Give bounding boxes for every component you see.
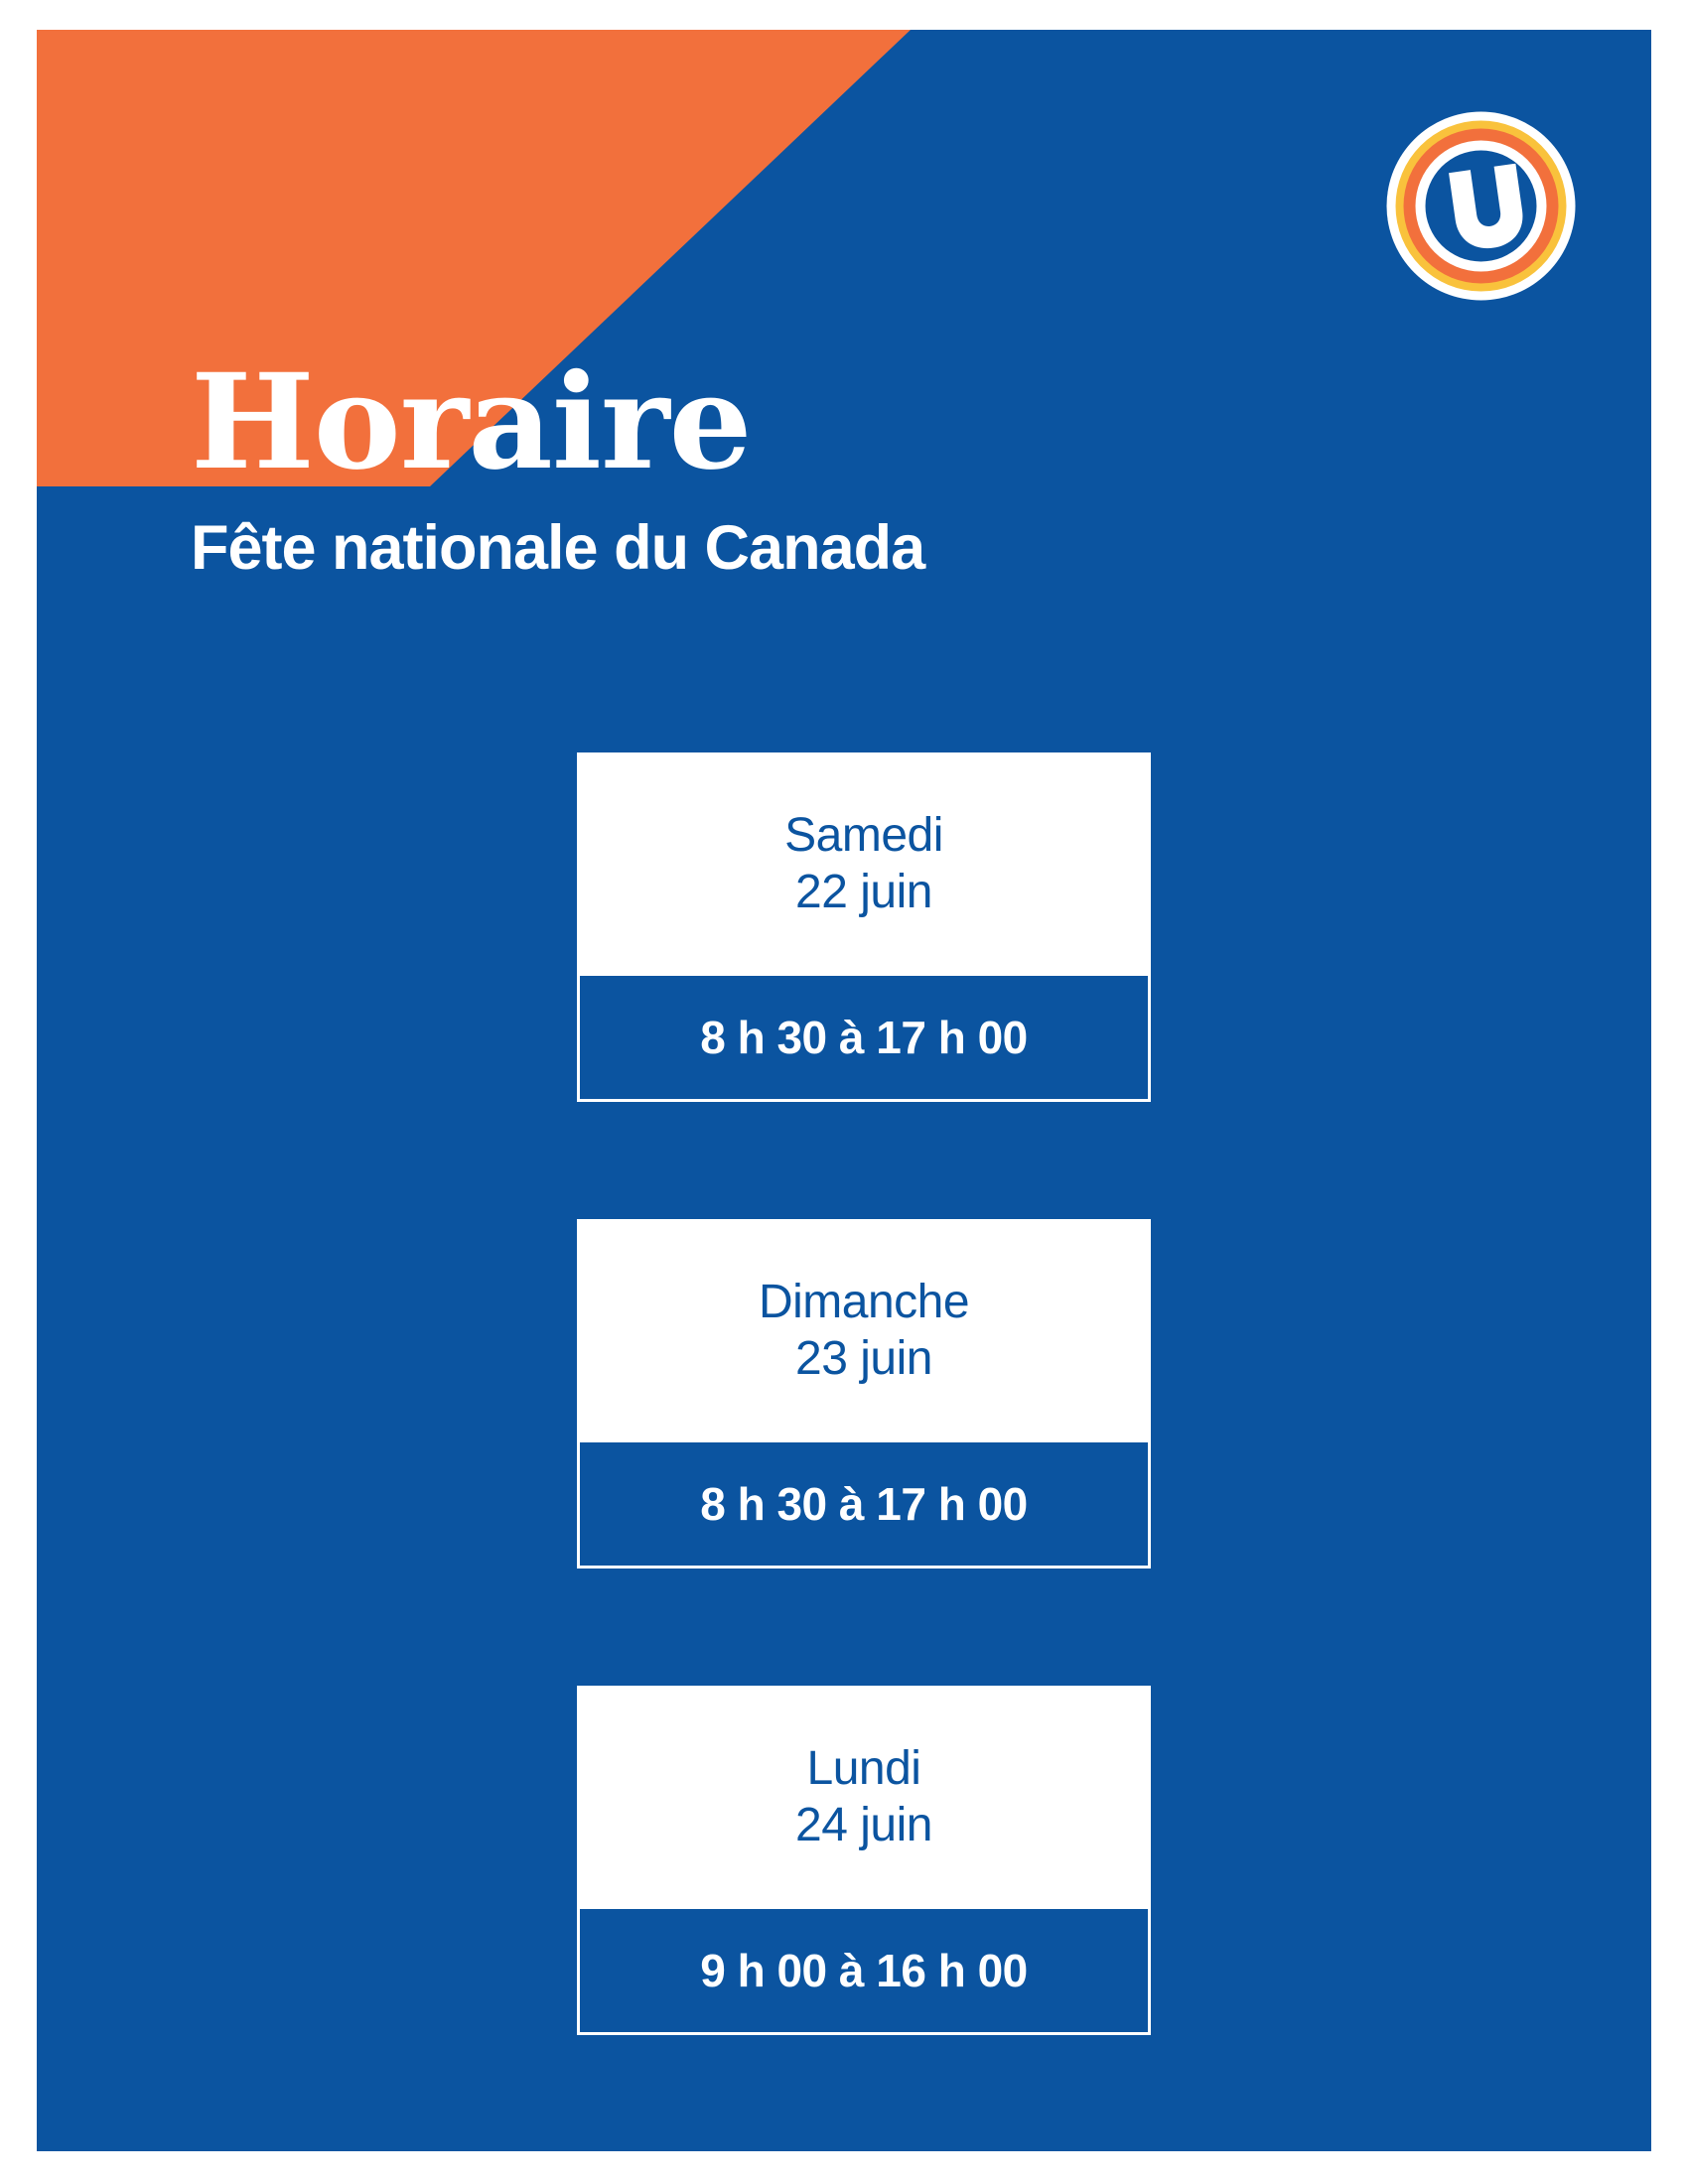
schedule-card <box>577 1686 1151 2035</box>
schedule-day-hours: 8 h 30 à 17 h 00 <box>577 973 1151 1102</box>
schedule-list <box>577 752 1153 2035</box>
schedule-card-day-header <box>577 1686 1151 1906</box>
schedule-card <box>577 752 1151 1102</box>
schedule-day-hours: 8 h 30 à 17 h 00 <box>577 1439 1151 1569</box>
universite-laval-u-logo <box>1384 109 1578 303</box>
schedule-card-day-header <box>577 752 1151 973</box>
schedule-day-date: 24 juin <box>795 1799 932 1851</box>
poster <box>37 30 1651 2151</box>
schedule-card-day-header <box>577 1219 1151 1439</box>
schedule-day-date: 23 juin <box>795 1332 932 1385</box>
title-block <box>191 345 1382 583</box>
schedule-day-date: 22 juin <box>795 866 932 918</box>
schedule-day-name: Lundi <box>806 1742 921 1796</box>
schedule-day-name: Samedi <box>784 809 943 863</box>
schedule-card <box>577 1219 1151 1569</box>
schedule-day-name: Dimanche <box>758 1276 970 1329</box>
page-title: Horaire <box>191 345 752 499</box>
schedule-day-hours: 9 h 00 à 16 h 00 <box>577 1906 1151 2035</box>
page-subtitle: Fête nationale du Canada <box>191 513 925 583</box>
